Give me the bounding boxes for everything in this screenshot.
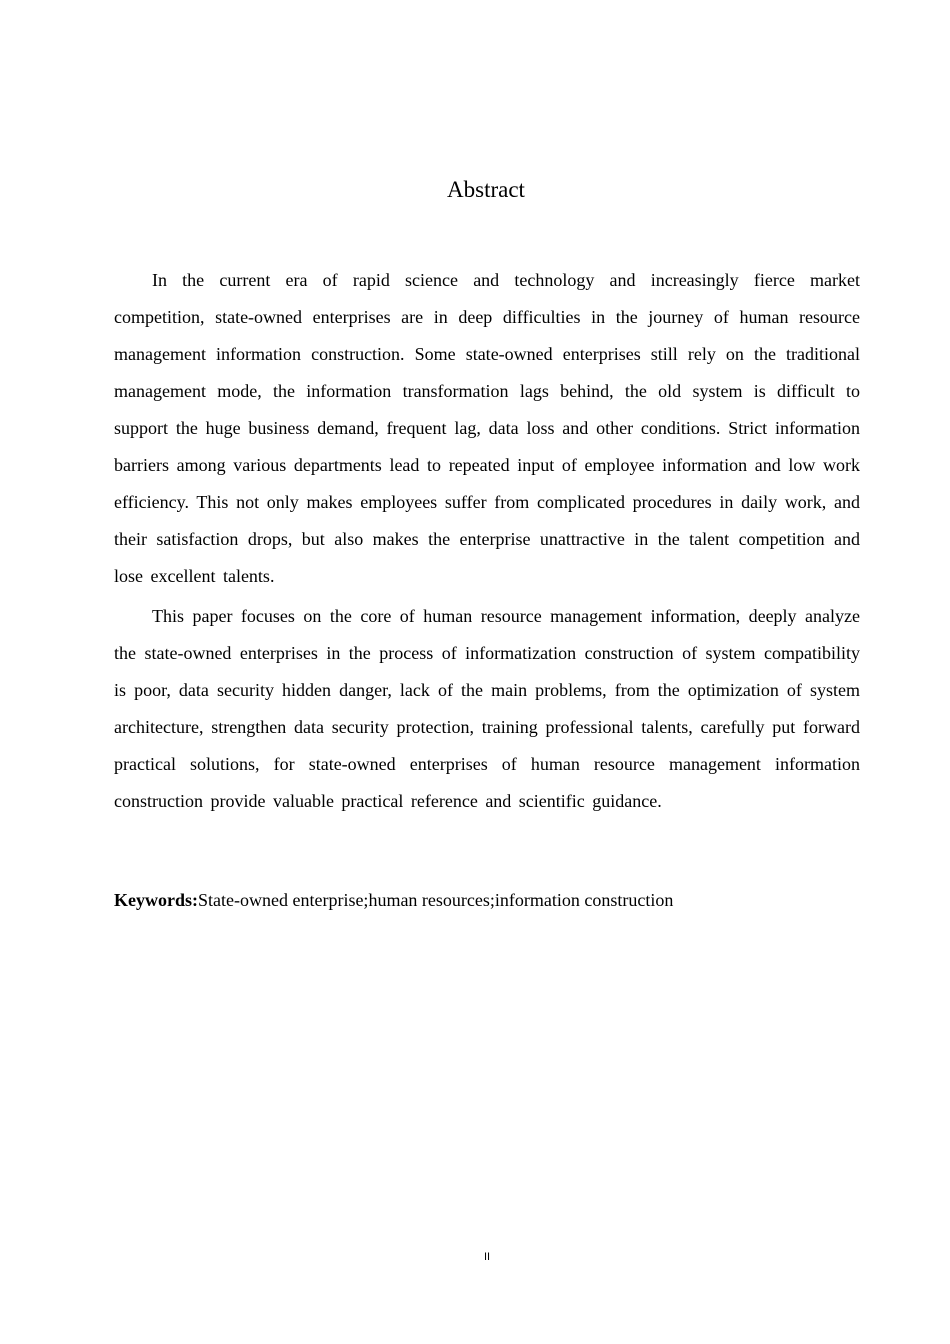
abstract-title: Abstract: [447, 177, 525, 202]
abstract-paragraph-2: This paper focuses on the core of human resource management information, deeply analyze the state-owned enterprises in the process of informatization construction of system compatibility is poor, data security hidden danger, lack of the main problems, from the optimization of system architecture, strengthen data security protection, training professional talents, carefully put forward practical solutions, for state-owned enterprises of human resource management information construction provide valuable practical reference and scientific guidance.: [114, 606, 860, 811]
abstract-body: [114, 262, 860, 820]
keywords-text: State-owned enterprise;human resources;information construction: [198, 890, 674, 910]
keywords-label: Keywords:: [114, 890, 198, 910]
page-number: II: [483, 1251, 491, 1263]
keywords-line: [114, 886, 673, 914]
abstract-paragraph-1: In the current era of rapid science and technology and increasingly fierce market competition, state-owned enterprises are in deep difficulties in the journey of human resource management information construction. Some state-owned enterprises still rely on the traditional management mode, the information transformation lags behind, the old system is difficult to support the huge business demand, frequent lag, data loss and other conditions. Strict information barriers among various departments lead to repeated input of employee information and low work efficiency. This not only makes employees suffer from complicated procedures in daily work, and their satisfaction drops, but also makes the enterprise unattractive in the talent competition and lose excellent talents.: [114, 270, 860, 586]
